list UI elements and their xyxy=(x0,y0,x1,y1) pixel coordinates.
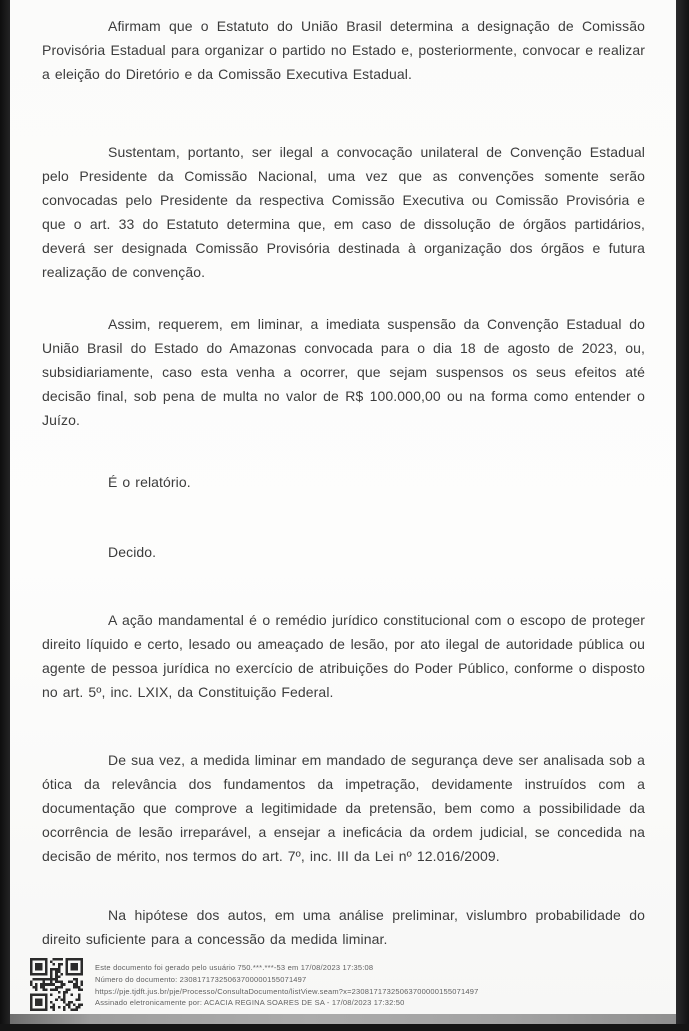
document-page xyxy=(10,0,676,1014)
qr-code-icon xyxy=(30,958,83,1011)
paragraph-acao-mandamental: A ação mandamental é o remédio jurídico constitucional com o escopo de proteger direito líquido e certo, lesado ou ameaçado de lesão, por ato ilegal de autoridade pública ou agente de pessoa jurídica no exercício de atribuições do Poder Público, conforme o disposto no art. 5º, inc. LXIX, da Constituição Federal. xyxy=(42,612,645,700)
left-edge-bar xyxy=(0,0,10,1024)
paragraph-sustentam: Sustentam, portanto, ser ilegal a convocação unilateral de Convenção Estadual pelo Presidente da Comissão Nacional, uma vez que as convenções somente serão convocadas pelo Presidente da respectiva Comissão Executiva ou Comissão Provisória e que o art. 33 do Estatuto determina que, em caso de dissolução de órgãos partidários, deverá ser designada Comissão Provisória destinada à organização dos órgãos e futura realização de convenção. xyxy=(42,144,645,280)
paragraph-decido: Decido. xyxy=(108,544,157,560)
right-edge-bar xyxy=(676,0,689,1024)
footer-generated-line: Este documento foi gerado pelo usuário 750.***.***-53 em 17/08/2023 17:35:08 xyxy=(95,963,374,972)
paragraph-assim-requerem: Assim, requerem, em liminar, a imediata suspensão da Convenção Estadual do União Brasil do Estado do Amazonas convocada para o dia 18 de agosto de 2023, ou, subsidiariamente, caso esta venha a ocorrer, que sejam suspensos os seus efeitos até decisão final, sob pena de multa no valor de R$ 100.000,00 ou na forma como entender o Juízo. xyxy=(42,316,645,428)
paragraph-hipotese-autos: Na hipótese dos autos, em uma análise preliminar, vislumbro probabilidade do direito suficiente para a concessão da medida liminar. xyxy=(42,907,645,947)
footer-document-number: Número do documento: 23081717325063700000155071497 xyxy=(95,974,307,984)
paragraph-e-o-relatorio: É o relatório. xyxy=(108,474,191,490)
paragraph-afirmam: Afirmam que o Estatuto do União Brasil determina a designação de Comissão Provisória Estadual para organizar o partido no Estado e, posteriormente, convocar e realizar a eleição do Diretório e da Comissão Executiva Estadual. xyxy=(42,18,645,82)
photo-bottom-edge xyxy=(10,1014,676,1024)
footer-document-url: https://pje.tjdft.jus.br/pje/Processo/ConsultaDocumento/listView.seam?x=23081717325063700000155071497 xyxy=(95,986,479,996)
paragraph-medida-liminar: De sua vez, a medida liminar em mandado de segurança deve ser analisada sob a ótica da relevância dos fundamentos da impetração, devidamente instruídos com a documentação que comprove a legitimidade da pretensão, bem como a possibilidade da ocorrência de lesão irreparável, a ensejar a ineficácia da ordem judicial, se concedida na decisão de mérito, nos termos do art. 7º, inc. III da Lei nº 12.016/2009. xyxy=(42,752,645,864)
footer-metadata xyxy=(95,962,575,1009)
footer-signature-line: Assinado eletronicamente por: ACACIA REGINA SOARES DE SA - 17/08/2023 17:32:50 xyxy=(95,998,405,1008)
